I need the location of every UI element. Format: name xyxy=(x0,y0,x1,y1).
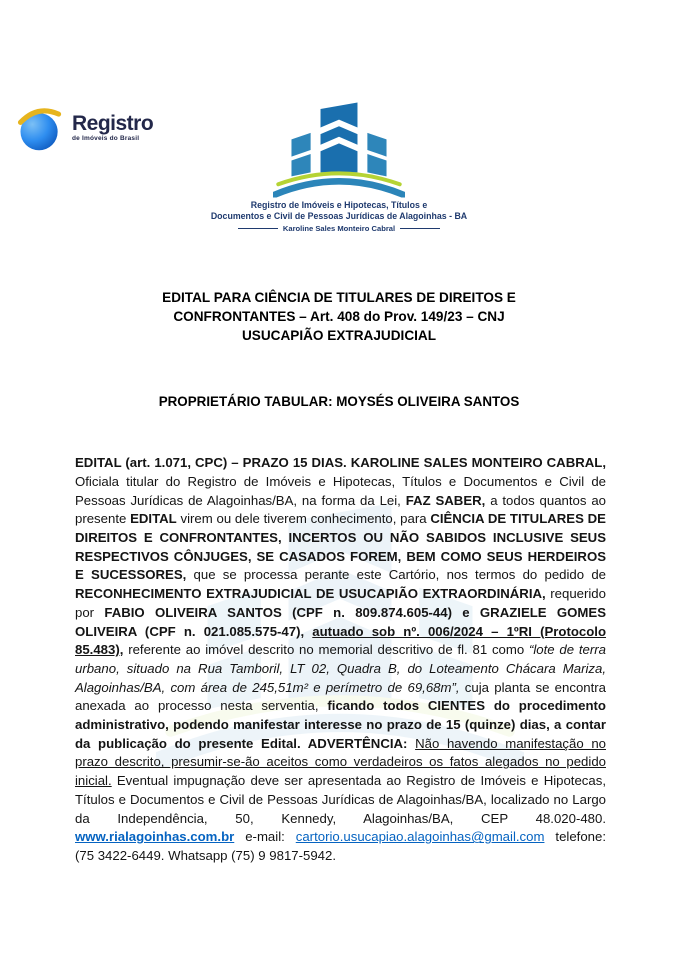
office-logo xyxy=(0,98,678,233)
building-icon xyxy=(273,98,405,198)
website-link[interactable]: www.rialagoinhas.com.br xyxy=(75,829,235,845)
office-caption-line2: Documentos e Civil de Pessoas Jurídicas de Alagoinhas - BA xyxy=(210,211,468,221)
document-title-line3: USUCAPIÃO EXTRAJUDICIAL xyxy=(241,328,437,343)
edital-body xyxy=(75,454,606,865)
text-run: FABIO OLIVEIRA SANTOS (CPF n. 809.874.605-44) e GRAZIELE GOMES OLIVEIRA (CPF n. 021.085.575-47), xyxy=(75,604,606,639)
brand-subtitle: de Imóveis do Brasil xyxy=(72,135,140,143)
text-run: que se processa perante este Cartório, nos termos do pedido de xyxy=(186,567,606,583)
text-run: referente ao imóvel descrito no memorial descritivo de fl. 81 como xyxy=(123,642,529,658)
text-run: telefone: (75 3422-6449. Whatsapp (75) 9 9817-5942. xyxy=(75,829,606,863)
text-run: requerido por xyxy=(75,586,606,620)
text-run: a todos quantos ao presente xyxy=(75,492,606,527)
text-run: e-mail: xyxy=(234,829,296,845)
text-run: FAZ SABER, xyxy=(405,492,486,508)
document-title-line1: EDITAL PARA CIÊNCIA DE TITULARES DE DIREITOS E xyxy=(162,290,516,305)
text-run: RECONHECIMENTO EXTRAJUDICIAL DE USUCAPIÃO EXTRAORDINÁRIA, xyxy=(75,586,546,602)
officer-name xyxy=(233,224,445,233)
office-caption-line1: Registro de Imóveis e Hipotecas, Títulos e xyxy=(250,200,428,210)
text-run: CIÊNCIA DE TITULARES DE DIREITOS E CONFRONTANTES, INCERTOS OU NÃO SABIDOS INCLUSIVE SEUS RESPECTIVOS CÔNJUGES, SE CASADOS FOREM, BEM COMO SEUS HERDEIROS E SUCESSORES, xyxy=(75,511,606,583)
text-run: EDITAL xyxy=(130,511,177,527)
text-run: Oficiala titular do Registro de Imóveis e Hipotecas, Títulos e Documentos e Civil de Pessoas Jurídicas de Alagoinhas/BA, na forma da Lei, xyxy=(75,473,606,508)
text-run: “lote de terra urbano, situado na Rua Tamboril, LT 02, Quadra B, do Loteamento Chácara Mariza, Alagoinhas/BA, com área de 245,51m² e perímetro de 69,68m”, xyxy=(75,642,606,695)
text-run: virem ou dele tiverem conhecimento, para xyxy=(176,511,431,527)
owner-heading: PROPRIETÁRIO TABULAR: MOYSÉS OLIVEIRA SANTOS xyxy=(158,394,520,409)
text-run: ficando todos CIENTES do procedimento administrativo, podendo manifestar interesse no prazo de 15 (quinze) dias, a contar da publicação do presente Edital. ADVERTÊNCIA: xyxy=(75,698,606,751)
text-run: EDITAL (art. 1.071, CPC) – PRAZO 15 DIAS. KAROLINE SALES MONTEIRO CABRAL, xyxy=(75,455,606,471)
body-wrap xyxy=(75,441,606,879)
document-title-line2: CONFRONTANTES – Art. 408 do Prov. 149/23 – CNJ xyxy=(173,309,505,324)
officer-name-text: Karoline Sales Monteiro Cabral xyxy=(282,224,396,233)
email-link[interactable]: cartorio.usucapiao.alagoinhas@gmail.com xyxy=(295,829,545,845)
text-run: autuado sob nº. 006/2024 – 1ºRI (Protocolo 85.483), xyxy=(75,623,607,658)
text-run: cuja planta se encontra anexada ao processo nesta serventia, xyxy=(75,679,606,714)
text-run: Eventual impugnação deve ser apresentada ao Registro de Imóveis e Hipotecas, Títulos e Documentos e Civil de Pessoas Jurídicas de Alagoinhas/BA, localizado no Largo da Independência, 50, Kennedy, Alagoinhas/BA, CEP 48.020-480. xyxy=(75,773,606,826)
document-title xyxy=(60,288,618,345)
brand-title: Registro xyxy=(72,112,154,136)
text-run: Não havendo manifestação no prazo descrito, presumir-se-ão aceitos como verdadeiros os fatos alegados no pedido inicial. xyxy=(75,735,606,789)
office-caption xyxy=(211,200,467,222)
